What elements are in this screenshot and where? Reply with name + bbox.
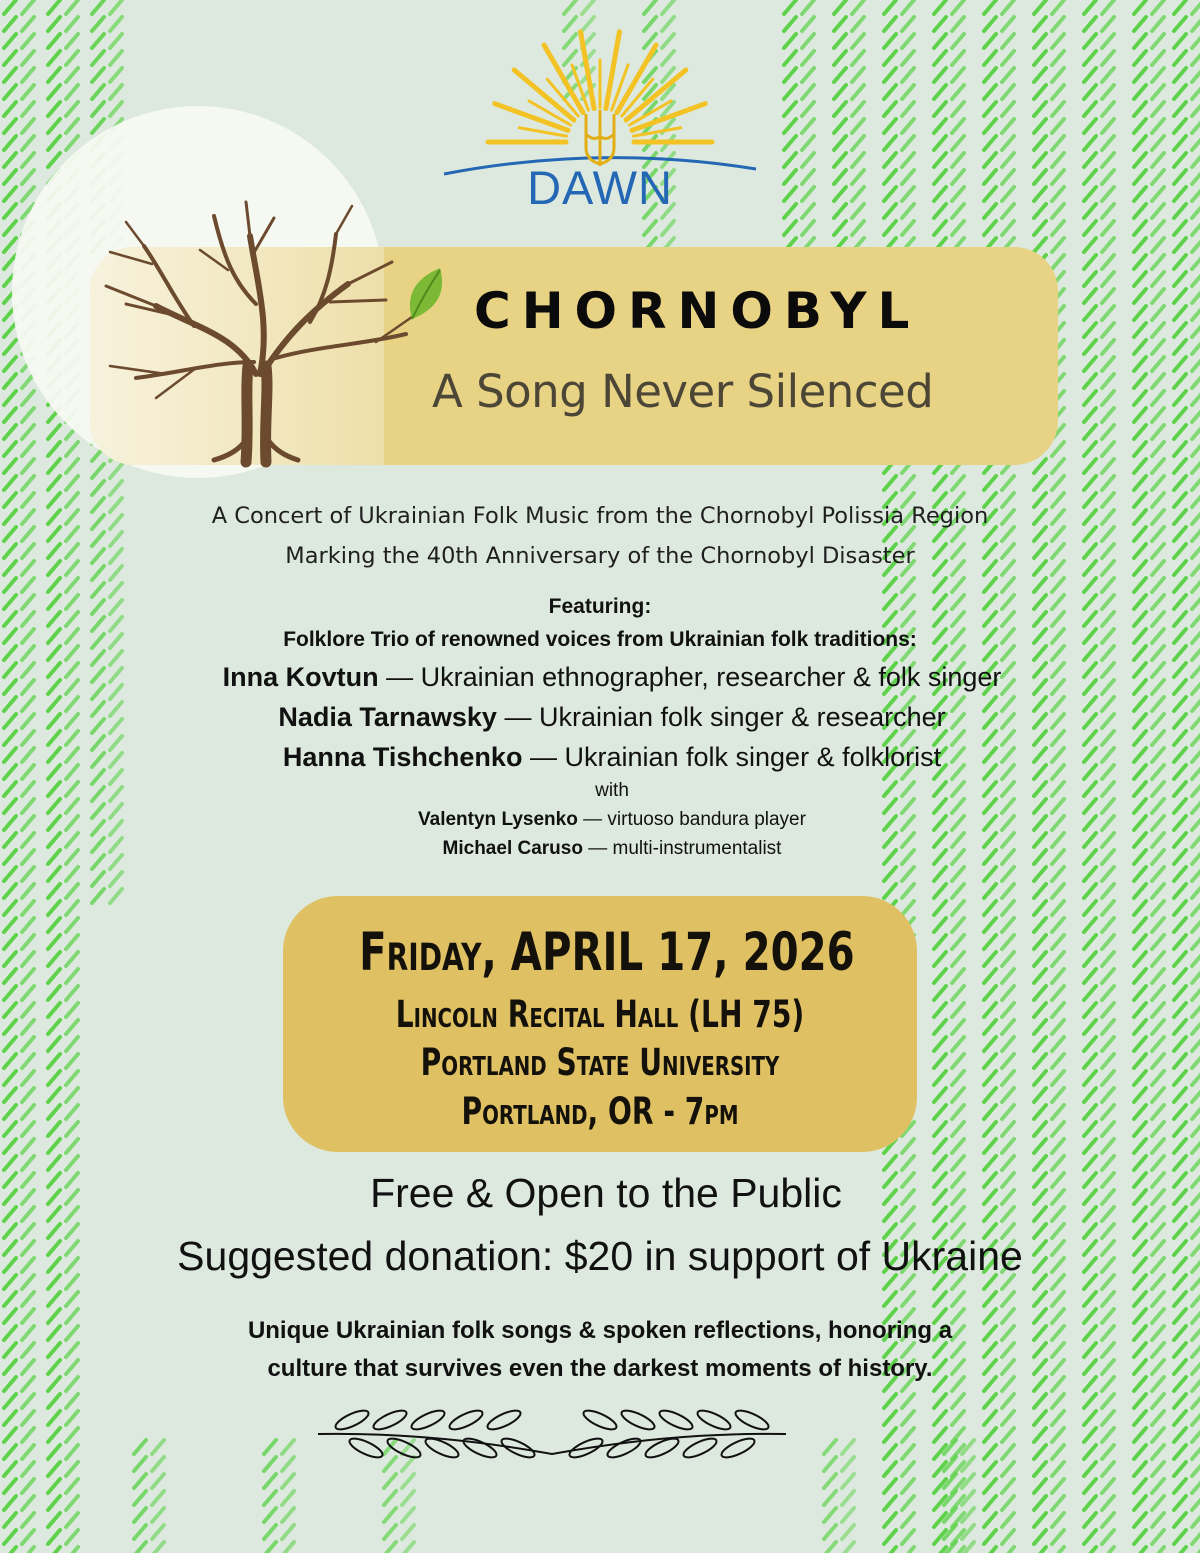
performer-role: Ukrainian folk singer & researcher: [538, 702, 946, 732]
event-venue: Lincoln Recital Hall (LH 75): [395, 993, 805, 1036]
guest-role: virtuoso bandura player: [607, 809, 806, 830]
guest-line: [12, 809, 1200, 831]
performer-line: [12, 742, 1200, 773]
event-city-time: Portland, OR - 7pm: [461, 1090, 739, 1133]
performer-role: Ukrainian ethnographer, researcher & folk singer: [420, 662, 1002, 692]
performer-name: Inna Kovtun: [222, 662, 379, 692]
closing-line-2: culture that survives even the darkest moments of history.: [267, 1355, 933, 1382]
closing-line-1: Unique Ukrainian folk songs & spoken reflections, honoring a: [247, 1317, 953, 1344]
performer-line: [12, 702, 1200, 733]
tree-icon: [86, 186, 446, 468]
intro-line-2: Marking the 40th Anniversary of the Chornobyl Disaster: [285, 543, 915, 569]
performer-name: Nadia Tarnawsky: [278, 702, 497, 732]
trio-heading: Folklore Trio of renowned voices from Ukrainian folk traditions:: [283, 628, 917, 651]
performer-line: [12, 662, 1200, 693]
dash: —: [577, 809, 608, 830]
guest-line: [12, 838, 1200, 860]
event-date: Friday, APRIL 17, 2026: [359, 922, 855, 983]
dash: —: [582, 838, 613, 859]
event-title: CHORNOBYL: [474, 282, 921, 340]
event-university: Portland State University: [420, 1041, 780, 1084]
event-subtitle: A Song Never Silenced: [432, 365, 934, 418]
trident-icon: [586, 110, 614, 166]
laurel-branch-icon: [312, 1402, 792, 1482]
performer-name: Hanna Tishchenko: [282, 742, 523, 772]
dash: —: [496, 702, 539, 732]
logo-text: DAWN: [527, 161, 673, 214]
featuring-label: Featuring:: [548, 595, 652, 618]
free-admission: Free & Open to the Public: [370, 1170, 842, 1216]
leaf-icon: [402, 264, 452, 324]
with-label: with: [595, 780, 629, 801]
intro-line-1: A Concert of Ukrainian Folk Music from the Chornobyl Polissia Region: [211, 503, 989, 529]
performer-role: Ukrainian folk singer & folklorist: [564, 742, 942, 772]
guest-name: Valentyn Lysenko: [418, 809, 578, 830]
guest-name: Michael Caruso: [442, 838, 583, 859]
suggested-donation: Suggested donation: $20 in support of Ukraine: [177, 1233, 1023, 1279]
dash: —: [522, 742, 565, 772]
dash: —: [378, 662, 421, 692]
guest-role: multi-instrumentalist: [612, 838, 782, 859]
